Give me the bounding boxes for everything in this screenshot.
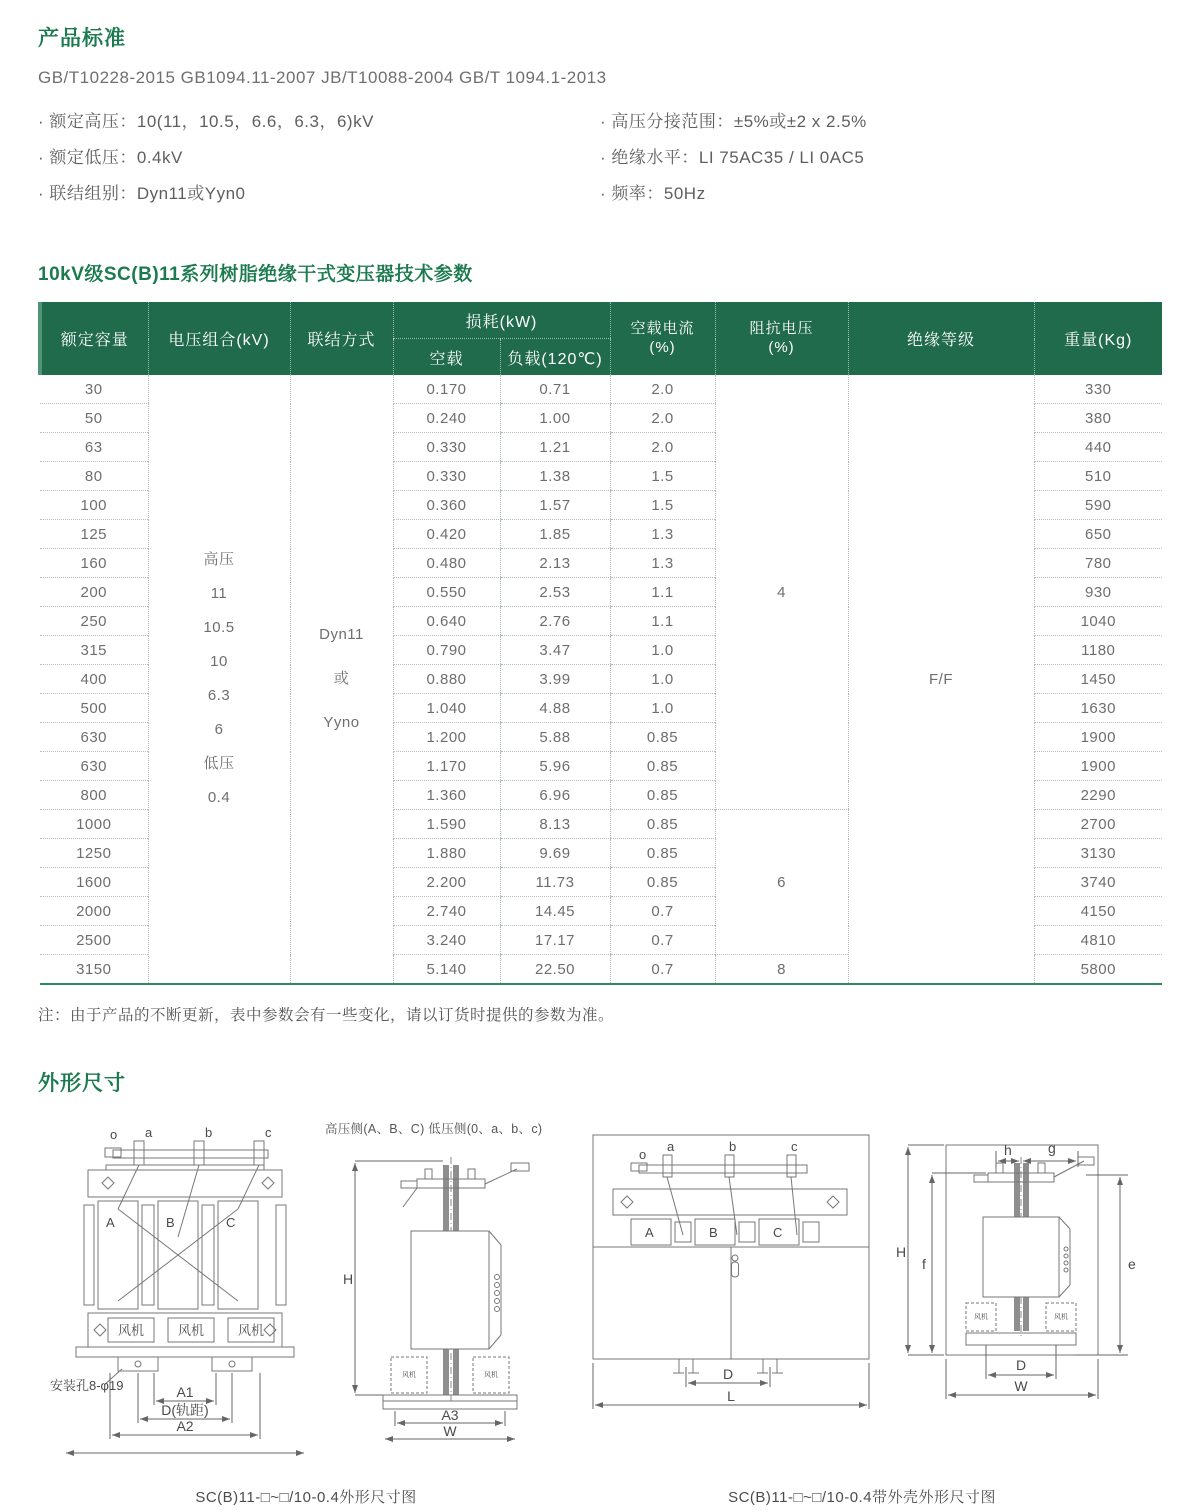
cell-weight: 380 <box>1034 404 1162 433</box>
fan-label-3: 风机 <box>237 1323 265 1338</box>
voltage-combo-line: 低压 <box>203 755 235 772</box>
enc-dim-f-label: f <box>922 1256 926 1272</box>
cell-noload-current: 0.7 <box>610 926 715 955</box>
impedance-cell: 4 <box>715 375 848 810</box>
drawing-enclosure-side-block <box>890 1117 1195 1464</box>
parameters-section <box>38 259 1162 1025</box>
cell-capacity: 100 <box>40 491 148 520</box>
cell-noload-loss: 1.590 <box>393 810 500 839</box>
terminal-a-label: a <box>145 1125 153 1140</box>
cell-capacity: 315 <box>40 636 148 665</box>
cell-noload-current: 1.1 <box>610 607 715 636</box>
dimensions-section <box>38 1067 1162 1507</box>
cell-noload-loss: 3.240 <box>393 926 500 955</box>
enc-phase-c-label: C <box>773 1225 783 1240</box>
cell-weight: 1040 <box>1034 607 1162 636</box>
cell-noload-current: 0.85 <box>610 810 715 839</box>
drawing-enclosure-front <box>585 1117 880 1447</box>
voltage-combo-line: 6 <box>214 721 224 738</box>
fan-small-label-2: 风机 <box>484 1372 498 1379</box>
cell-load-loss: 1.38 <box>500 462 610 491</box>
bullet-rated-hv: · 额定高压：10(11，10.5，6.6，6.3，6)kV <box>38 112 374 131</box>
hv-lv-note: 高压侧(A、B、C) 低压侧(0、a、b、c) <box>325 1122 543 1136</box>
header-weight: 重量(Kg) <box>1034 302 1162 375</box>
cell-noload-loss: 2.740 <box>393 897 500 926</box>
cell-capacity: 800 <box>40 781 148 810</box>
header-impedance: 阻抗电压 (%) <box>715 302 848 375</box>
cell-capacity: 250 <box>40 607 148 636</box>
cell-noload-loss: 1.040 <box>393 694 500 723</box>
cell-capacity: 3150 <box>76 960 112 978</box>
table-header <box>40 302 1162 375</box>
enc-dim-l-label: L <box>727 1388 735 1404</box>
voltage-combo-cell <box>148 375 290 984</box>
drawing-captions <box>38 1486 1162 1507</box>
enc-fan-small-label-2: 风机 <box>1054 1314 1068 1321</box>
standards-codes: GB/T10228-2015 GB1094.11-2007 JB/T10088-2004 GB/T 1094.1-2013 <box>38 68 607 87</box>
enc-phase-b-label: B <box>709 1225 718 1240</box>
cell-noload-loss: 0.880 <box>393 665 500 694</box>
connection-cell <box>290 375 393 984</box>
cell-weight: 590 <box>1034 491 1162 520</box>
bullet-insulation-level: · 绝缘水平：LI 75AC35 / LI 0AC5 <box>600 148 865 167</box>
cell-noload-current: 1.0 <box>610 665 715 694</box>
cell-weight: 1450 <box>1034 665 1162 694</box>
cell-noload-loss: 0.170 <box>393 375 500 404</box>
phase-c-label: C <box>226 1215 236 1230</box>
cell-noload-loss: 1.880 <box>393 839 500 868</box>
cell-capacity: 2500 <box>40 926 148 955</box>
connection-line: Dyn11 <box>319 626 364 643</box>
cell-weight: 2290 <box>1034 781 1162 810</box>
cell-capacity: 1600 <box>40 868 148 897</box>
cell-weight: 330 <box>1034 375 1162 404</box>
fan-label-2: 风机 <box>177 1323 205 1338</box>
cell-load-loss: 9.69 <box>500 839 610 868</box>
enc-dim-H-label: H <box>896 1244 907 1260</box>
cell-noload-current: 1.0 <box>610 694 715 723</box>
cell-noload-current: 1.5 <box>610 491 715 520</box>
caption-outline-enclosure: SC(B)11-□~□/10-0.4带外壳外形尺寸图 <box>728 1489 997 1506</box>
cell-capacity: 30 <box>40 375 148 404</box>
cell-noload-loss: 0.240 <box>393 404 500 433</box>
cell-load-loss: 2.76 <box>500 607 610 636</box>
table-title: 10kV级SC(B)11系列树脂绝缘干式变压器技术参数 <box>38 264 473 285</box>
cell-load-loss: 1.21 <box>500 433 610 462</box>
cell-noload-loss: 1.360 <box>393 781 500 810</box>
fan-label-1: 风机 <box>117 1323 145 1338</box>
cell-noload-loss: 0.330 <box>393 433 500 462</box>
cell-load-loss: 2.13 <box>500 549 610 578</box>
cell-weight: 510 <box>1034 462 1162 491</box>
drawing-front-view <box>50 1117 315 1459</box>
header-loss: 损耗(kW) <box>393 302 610 339</box>
cell-noload-current: 2.0 <box>610 404 715 433</box>
standards-title: 产品标准 <box>38 27 126 50</box>
cell-noload-current: 1.3 <box>610 549 715 578</box>
voltage-combo-line: 10.5 <box>203 619 235 636</box>
enc-dim-d-label: D <box>722 1366 734 1382</box>
dimensions-title: 外形尺寸 <box>38 1072 126 1095</box>
cell-weight: 650 <box>1034 520 1162 549</box>
cell-load-loss: 5.96 <box>500 752 610 781</box>
cell-load-loss: 1.00 <box>500 404 610 433</box>
enc-terminal-b-label: b <box>729 1139 737 1154</box>
cell-noload-loss: 5.140 <box>393 955 500 985</box>
connection-line: Yyno <box>323 714 360 731</box>
dim-d-gauge-label: D(轨距) <box>161 1402 209 1418</box>
cell-load-loss: 3.99 <box>500 665 610 694</box>
impedance-cell: 8 <box>715 955 848 985</box>
cell-capacity: 2000 <box>40 897 148 926</box>
cell-noload-current: 1.3 <box>610 520 715 549</box>
dim-a1-label: A1 <box>176 1384 194 1400</box>
cell-noload-current: 2.0 <box>610 375 715 404</box>
cell-noload-current: 1.1 <box>610 578 715 607</box>
cell-capacity: 50 <box>40 404 148 433</box>
cell-weight: 5800 <box>1034 955 1162 985</box>
cell-noload-loss: 0.550 <box>393 578 500 607</box>
drawing-side-view-block <box>325 1117 575 1464</box>
drawing-side-view <box>325 1139 575 1451</box>
header-loss-noload: 空载 <box>393 339 500 376</box>
cell-capacity: 160 <box>40 549 148 578</box>
cell-noload-current: 1.5 <box>610 462 715 491</box>
dim-a2-label: A2 <box>176 1418 194 1434</box>
cell-load-loss: 0.71 <box>500 375 610 404</box>
cell-noload-current: 0.85 <box>610 839 715 868</box>
enc-terminal-a-label: a <box>667 1139 675 1154</box>
terminal-o-label: o <box>110 1127 118 1142</box>
cell-noload-loss: 0.480 <box>393 549 500 578</box>
cell-capacity: 125 <box>40 520 148 549</box>
cell-weight: 1900 <box>1034 752 1162 781</box>
cell-weight: 1180 <box>1034 636 1162 665</box>
cell-load-loss: 3.47 <box>500 636 610 665</box>
bullet-frequency: · 频率：50Hz <box>600 184 706 203</box>
cell-weight: 2700 <box>1034 810 1162 839</box>
cell-capacity: 200 <box>40 578 148 607</box>
cell-load-loss: 17.17 <box>500 926 610 955</box>
cell-capacity: 1000 <box>40 810 148 839</box>
table-note: 注：由于产品的不断更新，表中参数会有一些变化，请以订货时提供的参数为准。 <box>38 1007 615 1024</box>
enc-dim-e-label: e <box>1128 1256 1136 1272</box>
cell-load-loss: 22.50 <box>500 955 610 985</box>
cell-weight: 3130 <box>1034 839 1162 868</box>
standards-section <box>38 22 1162 215</box>
voltage-combo-line: 6.3 <box>207 687 231 704</box>
cell-load-loss: 4.88 <box>500 694 610 723</box>
bullet-rated-lv: · 额定低压：0.4kV <box>38 148 183 167</box>
spec-bullets-right <box>600 96 1162 215</box>
cell-noload-current: 2.0 <box>610 433 715 462</box>
drawing-enclosure-side <box>890 1117 1195 1447</box>
voltage-combo-line: 0.4 <box>207 789 231 806</box>
fan-small-label-1: 风机 <box>402 1372 416 1379</box>
cell-load-loss: 2.53 <box>500 578 610 607</box>
enc-fan-small-label-1: 风机 <box>974 1314 988 1321</box>
voltage-combo-line: 11 <box>210 585 228 602</box>
voltage-combo-line: 高压 <box>203 551 235 568</box>
cell-weight: 930 <box>1034 578 1162 607</box>
insulation-cell: F/F <box>848 375 1034 984</box>
cell-weight: 1630 <box>1034 694 1162 723</box>
dim-h-label: H <box>343 1271 354 1287</box>
enc-dim-small-h-label: h <box>1004 1142 1012 1158</box>
cell-noload-loss: 0.360 <box>393 491 500 520</box>
connection-line: 或 <box>333 670 350 687</box>
cell-weight: 4810 <box>1034 926 1162 955</box>
dim-a3-label: A3 <box>441 1407 459 1423</box>
enc-terminal-c-label: c <box>791 1139 798 1154</box>
caption-outline: SC(B)11-□~□/10-0.4外形尺寸图 <box>195 1489 417 1506</box>
cell-load-loss: 8.13 <box>500 810 610 839</box>
cell-load-loss: 6.96 <box>500 781 610 810</box>
cell-noload-current: 0.85 <box>610 781 715 810</box>
cell-noload-current: 0.85 <box>610 723 715 752</box>
phase-b-label: B <box>166 1215 175 1230</box>
drawing-front-view-block <box>50 1117 315 1464</box>
impedance-cell: 6 <box>715 810 848 955</box>
cell-load-loss: 14.45 <box>500 897 610 926</box>
cell-noload-loss: 2.200 <box>393 868 500 897</box>
cell-noload-loss: 0.790 <box>393 636 500 665</box>
cell-capacity: 400 <box>40 665 148 694</box>
cell-load-loss: 5.88 <box>500 723 610 752</box>
enc-phase-a-label: A <box>645 1225 654 1240</box>
cell-capacity: 630 <box>40 723 148 752</box>
cell-noload-current: 0.7 <box>610 897 715 926</box>
bullet-connection-group: · 联结组别：Dyn11或Yyn0 <box>38 184 246 203</box>
cell-noload-current: 0.85 <box>610 752 715 781</box>
cell-weight: 1900 <box>1034 723 1162 752</box>
cell-noload-current: 0.85 <box>610 868 715 897</box>
terminal-c-label: c <box>265 1125 272 1140</box>
cell-noload-current: 1.0 <box>610 636 715 665</box>
phase-a-label: A <box>106 1215 115 1230</box>
cell-load-loss: 1.57 <box>500 491 610 520</box>
table-row <box>40 375 1162 404</box>
parameters-table <box>38 302 1162 985</box>
cell-noload-loss: 0.330 <box>393 462 500 491</box>
header-voltage: 电压组合(kV) <box>148 302 290 375</box>
cell-load-loss: 1.85 <box>500 520 610 549</box>
header-loss-load: 负载(120℃) <box>500 339 610 376</box>
header-connection: 联结方式 <box>290 302 393 375</box>
drawing-enclosure-front-block <box>585 1117 880 1464</box>
bullet-tap-range: · 高压分接范围：±5%或±2 x 2.5% <box>600 112 867 131</box>
enc-dim-d2-label: D <box>1015 1357 1027 1373</box>
cell-noload-loss: 1.200 <box>393 723 500 752</box>
cell-capacity: 80 <box>40 462 148 491</box>
cell-weight: 780 <box>1034 549 1162 578</box>
cell-capacity: 1250 <box>40 839 148 868</box>
cell-load-loss: 11.73 <box>500 868 610 897</box>
cell-noload-current: 0.7 <box>610 955 715 985</box>
cell-weight: 440 <box>1034 433 1162 462</box>
cell-capacity: 630 <box>40 752 148 781</box>
cell-capacity: 500 <box>40 694 148 723</box>
voltage-combo-line: 10 <box>210 653 228 670</box>
params-table-body <box>40 375 1162 984</box>
cell-noload-loss: 1.170 <box>393 752 500 781</box>
enc-dim-g-label: g <box>1048 1140 1056 1156</box>
cell-weight: 3740 <box>1034 868 1162 897</box>
cell-noload-loss: 0.420 <box>393 520 500 549</box>
enc-dim-w-label: W <box>1014 1378 1028 1394</box>
header-noload-current: 空载电流 (%) <box>610 302 715 375</box>
spec-bullets <box>38 96 1162 215</box>
mount-hole-label: 安装孔8-φ19 <box>50 1378 124 1393</box>
spec-bullets-left <box>38 96 600 215</box>
drawings-row <box>38 1117 1162 1464</box>
header-insulation: 绝缘等级 <box>848 302 1034 375</box>
enc-terminal-o-label: o <box>639 1147 647 1162</box>
cell-noload-loss: 0.640 <box>393 607 500 636</box>
cell-capacity: 63 <box>40 433 148 462</box>
dim-w-label: W <box>443 1423 457 1439</box>
cell-weight: 4150 <box>1034 897 1162 926</box>
terminal-b-label: b <box>205 1125 213 1140</box>
header-capacity: 额定容量 <box>40 302 148 375</box>
